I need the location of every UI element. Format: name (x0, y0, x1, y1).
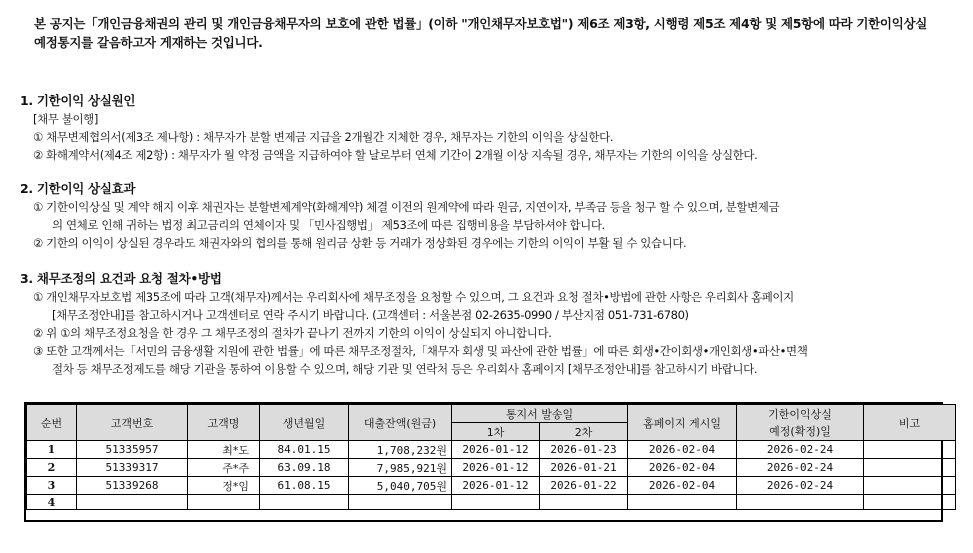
section-1-subtitle: [채무 불이행] (33, 112, 98, 126)
section-procedure (20, 270, 960, 378)
header-birth: 생년월일 (260, 405, 349, 441)
cell-note (864, 495, 956, 510)
table-row (27, 495, 956, 510)
section-2-item-1: ① 기한이익상실 및 계약 해지 이후 채권자는 분할변제계약(화해계약) 체결 이전의 원계약에 따라 원금, 지연이자, 부족금 등을 청구 할 수 있으며, 분할변제금 (33, 200, 780, 214)
cell-second (540, 495, 628, 510)
header-name: 고객명 (188, 405, 260, 441)
cell-seq: 3 (27, 477, 77, 495)
cell-balance (349, 495, 452, 510)
cell-seq: 1 (27, 441, 77, 459)
customer-table (24, 402, 943, 522)
section-3-item-3: ③ 또한 고객께서는「서민의 금융생활 지원에 관한 법률」에 따른 채무조정절차,「채무자 회생 및 파산에 관한 법률」에 따른 회생•간이회생•개인회생•파산•면책 (33, 344, 808, 358)
cell-first: 2026-01-12 (452, 477, 540, 495)
header-balance: 대출잔액(원금) (349, 405, 452, 441)
notice-intro (34, 14, 954, 52)
cell-first: 2026-01-12 (452, 459, 540, 477)
cell-expected: 2026-02-24 (737, 459, 864, 477)
section-2-item-1-cont: 의 연체로 인해 귀하는 법정 최고금리의 연체이자 및 「민사집행법」 제53조에 따른 집행비용을 부담하셔야 합니다. (52, 218, 605, 232)
cell-note (864, 441, 956, 459)
cell-homepage (628, 495, 737, 510)
cell-name: 최*도 (188, 441, 260, 459)
header-note: 비고 (864, 405, 956, 441)
header-homepage: 홈페이지 게시일 (628, 405, 737, 441)
section-3-item-2: ② 위 ①의 채무조정요청을 한 경우 그 채무조정의 절차가 끝나기 전까지 기한의 이익이 상실되지 아니합니다. (33, 326, 552, 340)
header-expected-line-2: 예정(확정)일 (769, 424, 831, 438)
cell-second: 2026-01-22 (540, 477, 628, 495)
cell-first: 2026-01-12 (452, 441, 540, 459)
section-2-item-2: ② 기한의 이익이 상실된 경우라도 채권자와의 협의를 통해 원리금 상환 등 거래가 정상화된 경우에는 기한의 이익이 부활 될 수 있습니다. (33, 236, 687, 250)
cell-homepage: 2026-02-04 (628, 459, 737, 477)
cell-second: 2026-01-23 (540, 441, 628, 459)
cell-note (864, 477, 956, 495)
section-3-item-3-cont: 절차 등 채무조정제도를 해당 기관을 통하여 이용할 수 있으며, 해당 기관 및 연락처 등은 우리회사 홈페이지 [채무조정안내]를 참고하시기 바랍니다. (52, 362, 758, 376)
header-expected-line-1: 기한이익상실 (768, 407, 832, 421)
section-1-title: 1. 기한이익 상실원인 (20, 93, 136, 108)
section-effect (20, 180, 960, 252)
section-3-title: 3. 채무조정의 요건과 요청 절차•방법 (20, 271, 222, 286)
header-first: 1차 (452, 423, 540, 441)
table-row (27, 441, 956, 459)
cell-birth: 61.08.15 (260, 477, 349, 495)
cell-balance: 5,040,705원 (349, 477, 452, 495)
intro-line-1: 본 공지는「개인금융채권의 관리 및 개인금융채무자의 보호에 관한 법률」(이하 "개인채무자보호법") 제6조 제3항, 시행령 제5조 제4항 및 제5항에 따라 기한이익상실 (34, 16, 928, 31)
header-seq: 순번 (27, 405, 77, 441)
header-notice-date: 통지서 발송일 (452, 405, 628, 423)
cell-expected (737, 495, 864, 510)
cell-expected: 2026-02-24 (737, 441, 864, 459)
intro-line-2: 예정통지를 갈음하고자 게재하는 것입니다. (34, 35, 263, 50)
section-3-item-1: ① 개인채무자보호법 제35조에 따라 고객(채무자)께서는 우리회사에 채무조정을 요청할 수 있으며, 그 요건과 요청 절차•방법에 관한 사항은 우리회사 홈페이지 (33, 290, 794, 304)
header-customer-no: 고객번호 (77, 405, 188, 441)
cell-seq: 2 (27, 459, 77, 477)
cell-customer-no (77, 495, 188, 510)
header-second: 2차 (540, 423, 628, 441)
cell-birth: 84.01.15 (260, 441, 349, 459)
cell-name (188, 495, 260, 510)
cell-customer-no: 51335957 (77, 441, 188, 459)
cell-expected: 2026-02-24 (737, 477, 864, 495)
cell-second: 2026-01-21 (540, 459, 628, 477)
cell-balance: 7,985,921원 (349, 459, 452, 477)
section-cause (20, 92, 960, 164)
cell-birth: 63.09.18 (260, 459, 349, 477)
section-3-item-1-cont: [채무조정안내]를 참고하시거나 고객센터로 연락 주시기 바랍니다. (고객센터 : 서울본점 02-2635-0990 / 부산지점 051-731-6780) (52, 308, 689, 322)
cell-homepage: 2026-02-04 (628, 477, 737, 495)
cell-first (452, 495, 540, 510)
cell-name: 주*주 (188, 459, 260, 477)
cell-customer-no: 51339268 (77, 477, 188, 495)
header-expected-date (737, 405, 864, 441)
cell-customer-no: 51339317 (77, 459, 188, 477)
cell-homepage: 2026-02-04 (628, 441, 737, 459)
cell-note (864, 459, 956, 477)
cell-seq: 4 (27, 495, 77, 510)
cell-balance: 1,708,232원 (349, 441, 452, 459)
table-row (27, 477, 956, 495)
section-1-item-2: ② 화해계약서(제4조 제2항) : 채무자가 월 약정 금액을 지급하여야 할 날로부터 연체 기간이 2개월 이상 지속될 경우, 채무자는 기한의 이익을 상실한다. (33, 148, 758, 162)
table-row (27, 459, 956, 477)
section-1-item-1: ① 채무변제협의서(제3조 제나항) : 채무자가 분할 변제금 지급을 2개월간 지체한 경우, 채무자는 기한의 이익을 상실한다. (33, 130, 614, 144)
cell-name: 정*임 (188, 477, 260, 495)
section-2-title: 2. 기한이익 상실효과 (20, 181, 136, 196)
cell-birth (260, 495, 349, 510)
